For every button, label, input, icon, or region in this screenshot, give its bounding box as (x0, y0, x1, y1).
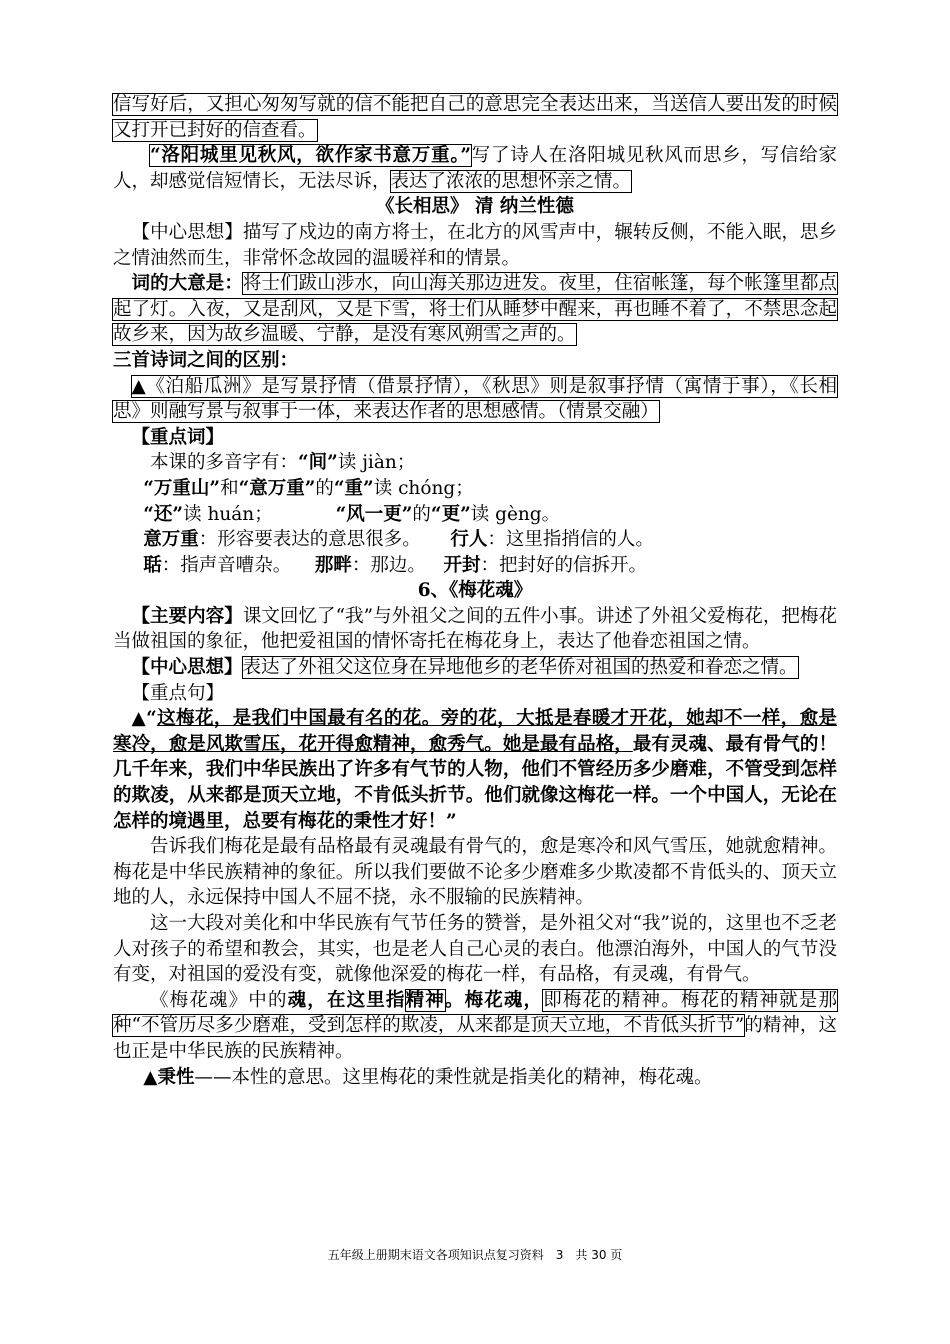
page-footer (0, 1246, 950, 1263)
definition-text: ：把封好的信拆开。 (480, 554, 648, 576)
difference-text: ▲《泊船瓜洲》是写景抒情（借景抒情），《秋思》则是叙事抒情（寓情于事），《长相思》则融写景与叙事于一体，来表达作者的思想感情。（情景交融） (113, 375, 837, 423)
paragraph-text: ——本性的意思。这里梅花的秉性就是指美化的精神，梅花魂。 (194, 1066, 713, 1088)
footer-page-number: 3 (555, 1248, 564, 1262)
main-content-label: 【主要内容】 (131, 605, 243, 627)
poly-reading: 读 chóng； (373, 477, 474, 499)
meaning-text: 将士们跋山涉水，向山海关那边进发。夜里，住宿帐篷，每个帐篷里都点起了灯。入夜，又是刮风，又是下雪，将士们从睡梦中醒来，再也睡不着了，不禁思念起故乡来，因为故乡温暖、宁静，是没有寒风朔雪之声的。 (113, 273, 837, 346)
meaning-label: 词的大意是： (131, 273, 243, 295)
polyphone-zhong (113, 476, 837, 502)
poly-word: “更” (430, 503, 471, 525)
triangle-marker: ▲ (143, 1066, 158, 1088)
polyphone-huan-geng (113, 502, 837, 528)
poly-reading: 读 huán； (183, 503, 273, 525)
poly-word: “万重山” (143, 477, 221, 499)
main-content-text: 课文回忆了“我”与外祖父之间的五件小事。讲述了外祖父爱梅花，把梅花当做祖国的象征，他把爱祖国的情怀寄托在梅花身上，表达了他眷恋祖国之情。 (113, 605, 837, 653)
poly-word: “风一更” (335, 503, 413, 525)
poly-reading: 读 gèng。 (470, 503, 561, 525)
center-idea-label: 【中心思想】 (131, 221, 243, 243)
definition-text: ：这里指捎信的人。 (487, 529, 654, 551)
definition-term: 行人 (450, 529, 488, 551)
boxed-text: 信写好后，又担心匆匆写就的信不能把自己的意思完全表达出来，当送信人要出发的时候又打开已封好的信查看。 (113, 94, 837, 141)
boxed-bold-text: 精神 (405, 989, 445, 1011)
key-sentence (113, 706, 837, 834)
footer-doc-title: 五年级上册期末语文各项知识点复习资料 (327, 1248, 544, 1262)
definition-text: ：形容要表达的意思很多。 (198, 529, 421, 551)
definition-term: 意万重 (143, 529, 199, 551)
paragraph-text: 《梅花魂》中的 (150, 989, 288, 1011)
definition-term: 聒 (143, 554, 162, 576)
poly-intro-text: 本课的多音字有： (150, 452, 299, 474)
poly-reading: 读 jiàn； (337, 452, 416, 474)
lesson-center-idea (113, 655, 837, 681)
boxed-text: 表达了浓浓的思想怀亲之情。 (390, 170, 632, 192)
triangle-marker: ▲“ (131, 708, 157, 730)
center-label: 【中心思想】 (131, 657, 243, 679)
definition-term: 开封 (443, 554, 481, 576)
definitions-line-1 (113, 527, 837, 553)
center-idea-text: 描写了戍边的南方将士，在北方的风雪声中，辗转反侧，不能入眠，思乡之情油然而生，非常怀念故园的温暖祥和的情景。 (113, 221, 837, 269)
center-text: 表达了外祖父这位身在异地他乡的老华侨对祖国的热爱和眷恋之情。 (242, 657, 798, 679)
document-page (113, 92, 837, 1090)
paragraph-text: 的精神，这也正是中华民族的民族精神。 (113, 1015, 837, 1062)
paragraph-text: 写了诗人在洛阳城见秋风而思乡，写信给家人，却感觉信短情长，无法尽诉， (113, 145, 837, 192)
bold-term: 秉性 (157, 1066, 195, 1088)
definition-text: ：那边。 (351, 554, 426, 576)
keywords-heading: 【重点词】 (131, 426, 225, 448)
poem-quote: “洛阳城里见秋风，欲作家书意万重。” (150, 145, 471, 167)
poly-text: 和 (220, 477, 239, 499)
bold-text: 。梅花魂， (444, 989, 544, 1011)
plum-soul-paragraph (113, 988, 837, 1065)
poly-word: “意万重” (238, 477, 316, 499)
center-idea (113, 220, 837, 271)
footer-total-pages: 共 30 页 (575, 1248, 623, 1262)
key-sentence-rest: 最有灵魂、最有骨气的！几千年来，我们中华民族出了许多有气节的人物，他们不管经历多少磨难，不管受到怎样的欺凌，从来都是顶天立地，不肯低头折节。他们就像这梅花一样。一个中国人，无论在怎样的境遇里，总要有梅花的秉性才好！” (113, 733, 837, 832)
paragraph-letter (113, 92, 837, 143)
difference-heading: 三首诗词之间的区别： (113, 349, 299, 371)
definition-text: ：指声音嘈杂。 (161, 554, 292, 576)
poem-meaning (113, 271, 837, 348)
boxed-text: 即梅花的精神。梅花的精神就是那种“不管历尽多少磨难，受到怎样的欺凌，从来都是顶天立地，不肯低头折节” (113, 989, 837, 1037)
explanation-2: 这一大段对美化和中华民族有气节任务的赞誉，是外祖父对“我”说的，这里也不乏老人对孩子的希望和教会，其实，也是老人自己心灵的表白。他漂泊海外，中国人的气节没有变，对祖国的爱没有变，就像他深爱的梅花一样，有品格，有灵魂，有骨气。 (113, 913, 837, 986)
poly-text: 的 (315, 477, 334, 499)
key-sentence-heading: 【重点句】 (131, 682, 225, 704)
difference-paragraph (113, 374, 837, 425)
lesson-title: 6、《梅花魂》 (417, 580, 533, 602)
poly-text: 的 (412, 503, 431, 525)
poly-word: “还” (143, 503, 184, 525)
polyphone-intro (113, 450, 837, 476)
poem-title: 《长相思》 清 纳兰性德 (376, 196, 574, 218)
bold-text: 魂，在这里指 (287, 989, 406, 1011)
explanation-1: 告诉我们梅花是最有品格最有灵魂最有骨气的，愈是寒冷和风气雪压，她就愈精神。梅花是中华民族精神的象征。所以我们要做不论多少磨难多少欺凌都不肯低头的、顶天立地的人，永远保持中国人不屈不挠，永不服输的民族精神。 (113, 836, 837, 909)
bingxing-paragraph (113, 1065, 837, 1091)
definitions-line-2 (113, 553, 837, 579)
poly-word: “间” (298, 452, 338, 474)
definition-term: 那畔 (314, 554, 352, 576)
main-content (113, 604, 837, 655)
poly-word: “重” (333, 477, 374, 499)
paragraph-autumn-wind (113, 143, 837, 194)
key-sentence-underlined: 这梅花，是我们中国最有名的花。旁的花，大抵是春暖才开花，她却不一样，愈是寒冷，愈是风欺雪压，花开得愈精神，愈秀气。她是最有品格， (113, 708, 837, 755)
